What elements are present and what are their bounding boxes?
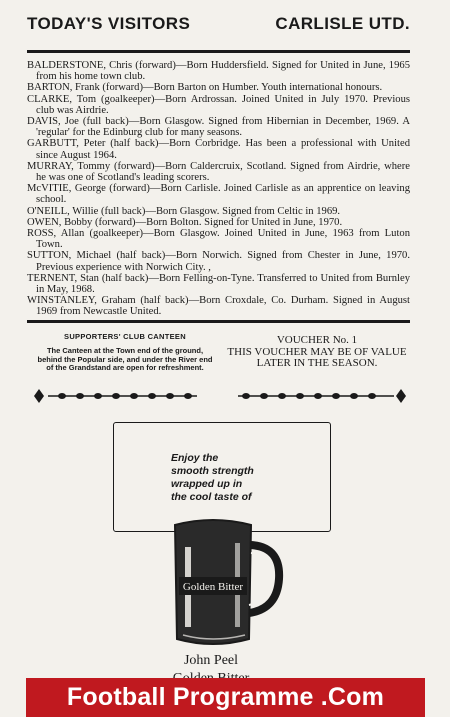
slogan-line: the cool taste of [171, 491, 252, 503]
header-rule [27, 50, 410, 53]
player-entry: SUTTON, Michael (half back)—Born Norwich. Signed from Chester in June, 1970. Previous experience with Norwich City. , [27, 250, 410, 273]
canteen-notice [35, 332, 215, 373]
slogan-line: wrapped up in [171, 478, 243, 490]
beer-mug-illustration [165, 517, 285, 657]
ornament-rule-right [234, 388, 410, 404]
canteen-title: SUPPORTERS' CLUB CANTEEN [64, 332, 186, 341]
advert-slogan [171, 452, 321, 504]
notices-section [27, 328, 410, 376]
voucher-title: VOUCHER No. 1 [276, 334, 358, 346]
canteen-body: The Canteen at the Town end of the ground, behind the Popular side, and under the River end of the Grandstand are open for refreshment. [37, 346, 213, 372]
voucher-body: THIS VOUCHER MAY BE OF VALUE LATER IN THE SEASON. [227, 345, 407, 369]
player-entry: GARBUTT, Peter (half back)—Born Corbridge. Has been a professional with United since August 1964. [27, 138, 410, 161]
page-header [27, 14, 410, 38]
watermark-text: Football Programme .Com [66, 683, 385, 711]
player-entry: DAVIS, Joe (full back)—Born Glasgow. Signed from Hibernian in December, 1969. A 'regular' for the Edinburg club for many seasons. [27, 116, 410, 139]
header-title: TODAY'S VISITORS [27, 14, 191, 33]
player-entry: OWEN, Bobby (forward)—Born Bolton. Signed for United in June, 1970. [27, 216, 343, 228]
slogan-line: smooth strength [171, 465, 254, 477]
player-entry: CLARKE, Tom (goalkeeper)—Born Ardrossan. Joined United in July 1970. Previous club was Airdrie. [27, 93, 410, 116]
mug-label: Golden Bitter [182, 581, 244, 593]
player-entry: McVITIE, George (forward)—Born Carlisle. Joined Carlisle as an apprentice on leaving school. [27, 183, 410, 206]
player-entry: ROSS, Allan (goalkeeper)—Born Glasgow. Joined United in June, 1963 from Luton Town. [27, 228, 410, 251]
player-entry: BALDERSTONE, Chris (forward)—Born Huddersfield. Signed for United in June, 1965 from his home town club. [27, 60, 410, 83]
player-entry: O'NEILL, Willie (full back)—Born Glasgow. Signed from Celtic in 1969. [27, 205, 341, 217]
slogan-line: Enjoy the [171, 452, 219, 464]
player-entry: TERNENT, Stan (half back)—Born Felling-on-Tyne. Transferred to United from Burnley in May, 1968. [27, 272, 410, 296]
watermark-banner [26, 678, 425, 717]
brand-line-1: John Peel [183, 653, 239, 668]
player-entry: WINSTANLEY, Graham (half back)—Born Croxdale, Co. Durham. Signed in August 1969 from Newcastle United. [27, 295, 410, 318]
player-entry: BARTON, Frank (forward)—Born Barton on Humber. Youth international honours. [27, 82, 383, 94]
ornament-rule-left [32, 388, 202, 404]
player-list [27, 60, 410, 318]
beer-advert [113, 422, 331, 692]
section-rule [27, 320, 410, 323]
voucher-notice [227, 335, 407, 370]
header-club: CARLISLE UTD. [275, 14, 410, 33]
player-entry: MURRAY, Tommy (forward)—Born Caldercruix, Scotland. Signed from Airdrie, where he was one of Scotland's leading scorers. [27, 160, 410, 184]
